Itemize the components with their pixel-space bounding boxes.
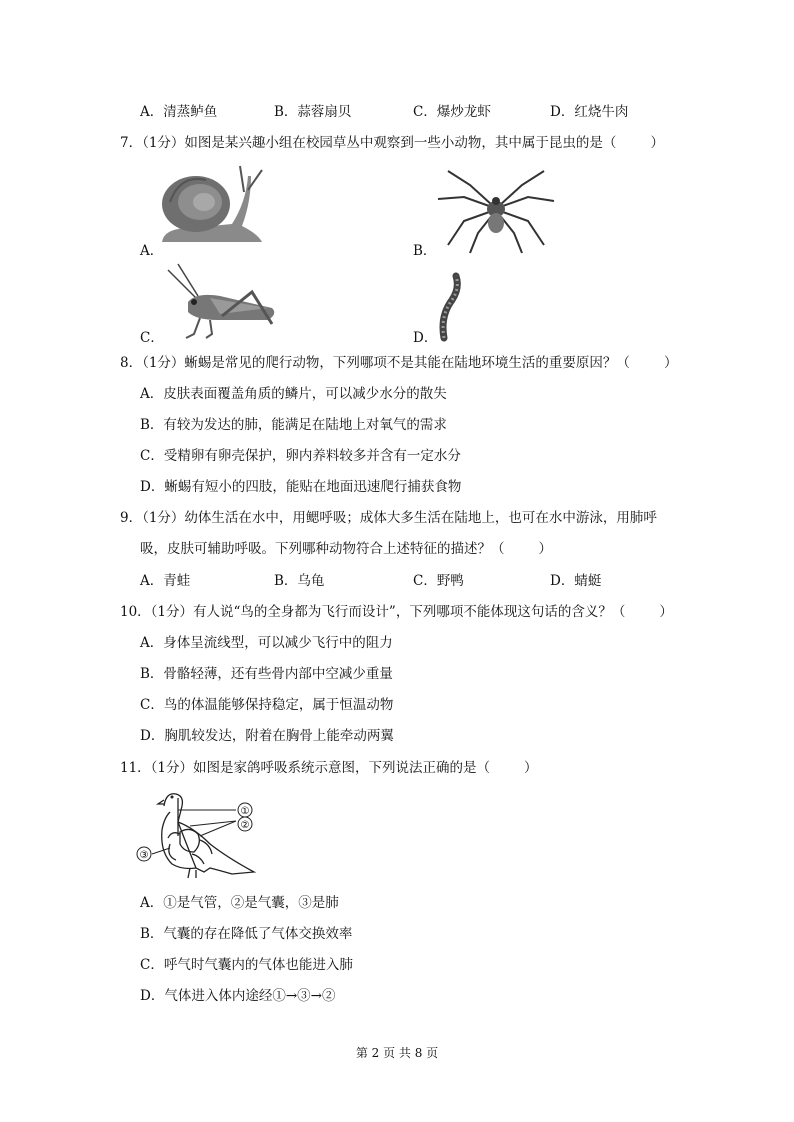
q8-option-c: C．受精卵有卵壳保护，卵内养料较多并含有一定水分: [140, 448, 461, 464]
q9-option-d: D．蜻蜓: [550, 573, 602, 589]
grasshopper-icon: [160, 262, 280, 340]
q10-option-a: A．身体呈流线型，可以减少飞行中的阻力: [140, 635, 393, 651]
q7-option-d-label: D．: [413, 330, 438, 346]
q6-option-d: D．红烧牛肉: [550, 104, 629, 120]
q7-option-c-label: C．: [140, 330, 164, 346]
q7-option-b-label: B．: [413, 243, 437, 259]
q11-option-d: D．气体进入体内途经①→③→②: [140, 988, 336, 1004]
q6-option-b: B．蒜蓉扇贝: [274, 104, 352, 120]
q9-stem-line-2: 吸，皮肤可辅助呼吸。下列哪种动物符合上述特征的描述？（ ）: [140, 541, 552, 557]
q11-option-b: B．气囊的存在降低了气体交换效率: [140, 926, 353, 942]
q11-option-c: C．呼气时气囊内的气体也能进入肺: [140, 957, 353, 973]
q8-option-a: A．皮肤表面覆盖角质的鳞片，可以减少水分的散失: [140, 386, 447, 402]
q11-option-a: A．①是气管，②是气囊，③是肺: [140, 895, 339, 911]
q8-option-b: B．有较为发达的肺，能满足在陆地上对氧气的需求: [140, 417, 447, 433]
spider-icon: [434, 165, 558, 255]
page-footer: 第 2 页 共 8 页: [355, 1046, 439, 1060]
q9-option-c: C．野鸭: [413, 573, 464, 589]
snail-icon: [160, 162, 265, 247]
q10-option-b: B．骨骼轻薄，还有些骨内部中空减少重量: [140, 666, 393, 682]
q8-option-d: D．蜥蜴有短小的四肢，能贴在地面迅速爬行捕获食物: [140, 479, 462, 495]
q6-option-a: A．清蒸鲈鱼: [140, 104, 218, 120]
q10-stem: 10．（1分）有人说“鸟的全身都为飞行而设计”，下列哪项不能体现这句话的含义？（ ）: [120, 604, 673, 620]
diagram-label-1: ①: [240, 806, 250, 817]
q7-stem: 7．（1分）如图是某兴趣小组在校园草丛中观察到一些小动物，其中属于昆虫的是（ ）: [120, 135, 664, 151]
pigeon-respiratory-diagram: [134, 788, 268, 880]
q11-stem: 11．（1分）如图是家鸽呼吸系统示意图，下列说法正确的是（ ）: [120, 760, 538, 776]
q6-option-c: C．爆炒龙虾: [413, 104, 491, 120]
q9-stem-line-1: 9．（1分）幼体生活在水中，用鳃呼吸；成体大多生活在陆地上，也可在水中游泳，用肺呼: [120, 510, 657, 526]
q9-option-a: A．青蛙: [140, 573, 191, 589]
q8-stem: 8．（1分）蜥蜴是常见的爬行动物，下列哪项不是其能在陆地环境生活的重要原因？（ ）: [120, 355, 678, 371]
q9-option-b: B．乌龟: [274, 573, 325, 589]
q10-option-c: C．鸟的体温能够保持稳定，属于恒温动物: [140, 697, 394, 713]
q10-option-d: D．胸肌较发达，附着在胸骨上能牵动两翼: [140, 728, 394, 744]
diagram-label-3: ③: [139, 850, 149, 861]
diagram-label-2: ②: [240, 820, 250, 831]
millipede-icon: [434, 272, 474, 342]
q7-option-a-label: A．: [140, 243, 164, 259]
